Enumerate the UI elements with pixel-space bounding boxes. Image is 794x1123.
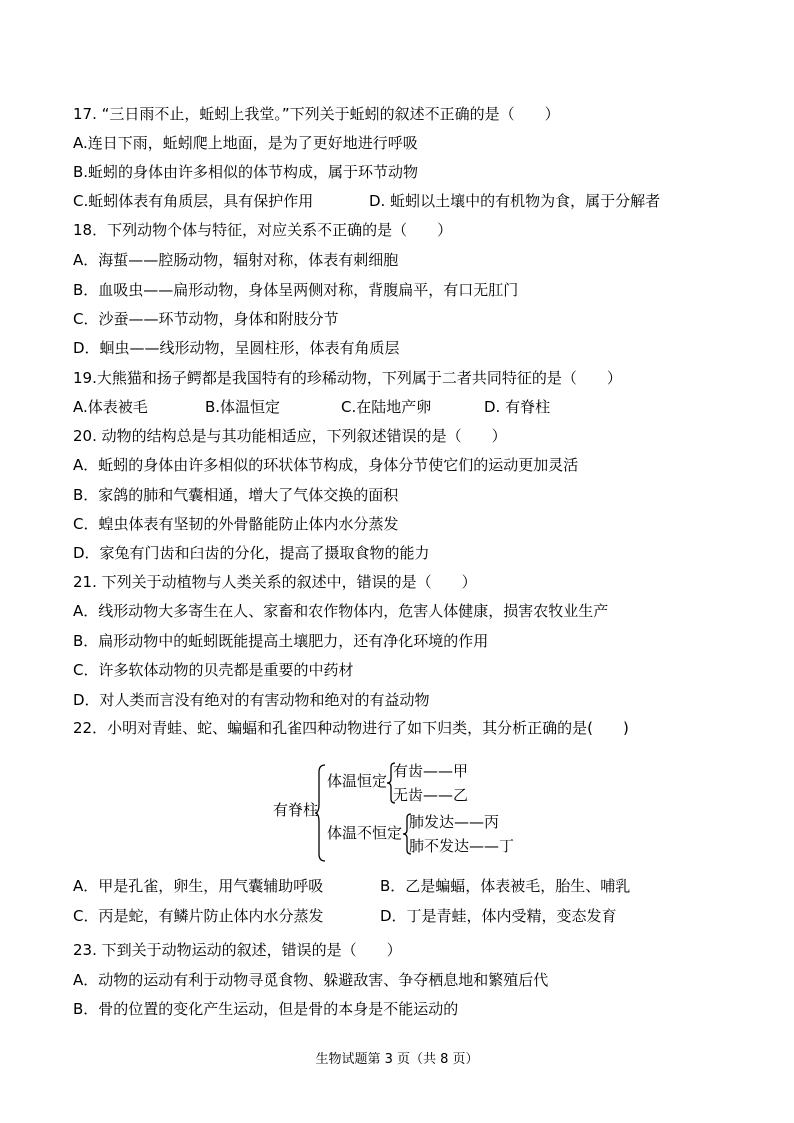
tree-branch-cold-blooded: 体温不恒定 [327, 824, 403, 842]
q18-option-d: D．蛔虫——线形动物，呈圆柱形，体表有角质层 [73, 339, 400, 357]
q20-option-c: C．蝗虫体表有坚韧的外骨骼能防止体内水分蒸发 [73, 515, 399, 533]
tree-leaf-jia: 有齿——甲 [393, 762, 469, 780]
tree-leaf-ding: 肺不发达——丁 [409, 837, 515, 855]
q21-option-c: C．许多软体动物的贝壳都是重要的中药材 [73, 661, 354, 679]
q19-option-b: B.体温恒定 [205, 398, 281, 416]
q19-stem: 19.大熊猫和扬子鳄都是我国特有的珍稀动物，下列属于二者共同特征的是（ ） [73, 369, 622, 387]
q23-option-a: A．动物的运动有利于动物寻觅食物、躲避敌害、争夺栖息地和繁殖后代 [73, 971, 549, 989]
q19-option-d: D. 有脊柱 [484, 398, 551, 416]
q21-option-a: A．线形动物大多寄生在人、家畜和农作物体内，危害人体健康，损害农牧业生产 [73, 602, 609, 620]
q23-option-b: B．骨的位置的变化产生运动，但是骨的本身是不能运动的 [73, 1000, 459, 1018]
q22-option-a: A．甲是孔雀，卵生，用气囊辅助呼吸 [73, 877, 324, 895]
q18-option-a: A．海蜇——腔肠动物，辐射对称，体表有刺细胞 [73, 251, 399, 269]
tree-branch-warm-blooded: 体温恒定 [327, 772, 388, 790]
page-footer: 生物试题第 3 页（共 8 页） [315, 1052, 479, 1067]
q21-stem: 21. 下列关于动植物与人类关系的叙述中，错误的是（ ） [73, 573, 477, 591]
q19-option-a: A.体表被毛 [73, 398, 148, 416]
q21-option-d: D．对人类而言没有绝对的有害动物和绝对的有益动物 [73, 691, 430, 709]
q22-option-d: D．丁是青蛙，体内受精，变态发育 [380, 907, 617, 925]
tree-root: 有脊柱 [273, 801, 319, 819]
tree-leaf-bing: 肺发达——丙 [409, 813, 500, 831]
q17-option-d: D. 蚯蚓以土壤中的有机物为食，属于分解者 [369, 192, 661, 210]
tree-leaf-yi: 无齿——乙 [393, 786, 469, 804]
q22-stem: 22．小明对青蛙、蛇、蝙蝠和孔雀四种动物进行了如下归类，其分析正确的是( ) [73, 719, 629, 737]
q18-option-b: B．血吸虫——扁形动物，身体呈两侧对称，背腹扁平，有口无肛门 [73, 281, 519, 299]
q17-option-c: C.蚯蚓体表有角质层，具有保护作用 [73, 192, 314, 210]
q19-option-c: C.在陆地产卵 [341, 398, 432, 416]
q17-option-a: A.连日下雨，蚯蚓爬上地面，是为了更好地进行呼吸 [73, 134, 418, 152]
q20-option-d: D．家兔有门齿和臼齿的分化，提高了摄取食物的能力 [73, 544, 430, 562]
q20-option-a: A．蚯蚓的身体由许多相似的环状体节构成，身体分节使它们的运动更加灵活 [73, 456, 579, 474]
q22-option-c: C．丙是蛇，有鳞片防止体内水分蒸发 [73, 907, 324, 925]
q18-option-c: C．沙蚕——环节动物，身体和附肢分节 [73, 310, 339, 328]
q22-option-b: B．乙是蝙蝠，体表被毛，胎生、哺乳 [380, 877, 631, 895]
q17-stem: 17. “三日雨不止，蚯蚓上我堂。”下列关于蚯蚓的叙述不正确的是（ ） [73, 105, 560, 123]
q20-option-b: B．家鸽的肺和气囊相通，增大了气体交换的面积 [73, 486, 399, 504]
q23-stem: 23. 下到关于动物运动的叙述，错误的是（ ） [73, 941, 402, 959]
q17-option-b: B.蚯蚓的身体由许多相似的体节构成，属于环节动物 [73, 163, 419, 181]
q21-option-b: B．扁形动物中的蚯蚓既能提高土壤肥力，还有净化环境的作用 [73, 632, 489, 650]
q18-stem: 18．下列动物个体与特征，对应关系不正确的是（ ） [73, 221, 453, 239]
q20-stem: 20. 动物的结构总是与其功能相适应，下列叙述错误的是（ ） [73, 427, 507, 445]
root-brace [314, 764, 326, 862]
